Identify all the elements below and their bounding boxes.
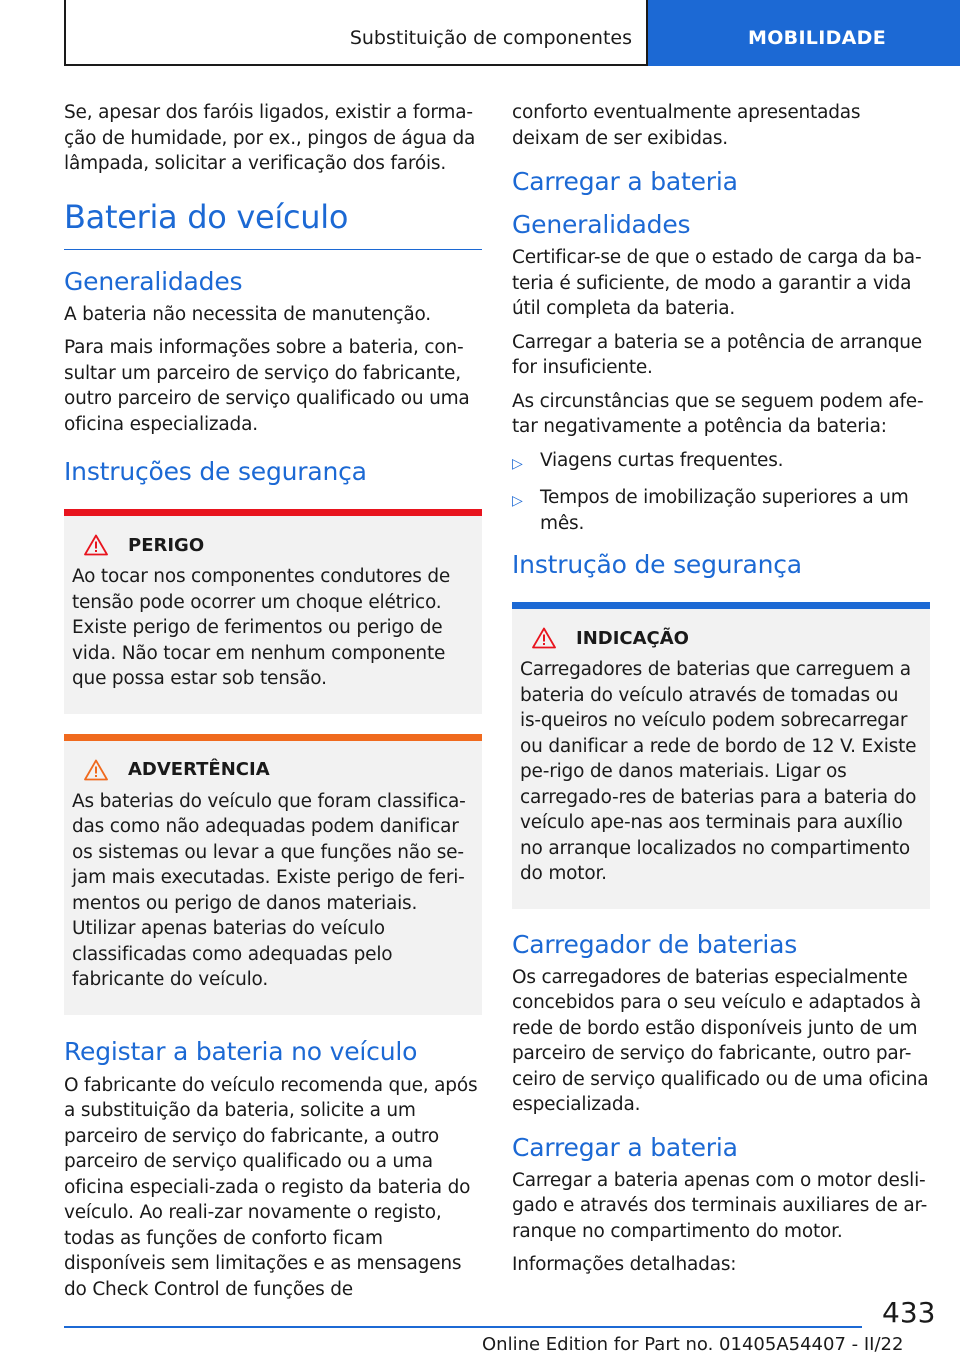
header-chapter-box bbox=[648, 0, 960, 66]
header-chapter-title: MOBILIDADE bbox=[748, 27, 887, 49]
info-paragraph: Para mais informações sobre a bateria, con-sultar um parceiro de serviço do fabricante, outro parceiro de serviço qualificado ou uma oficina especializada. bbox=[64, 337, 470, 435]
maintenance-paragraph: A bateria não necessita de manutenção. bbox=[64, 303, 431, 325]
heading-charge-battery: Carregar a bateria bbox=[512, 167, 738, 196]
heading-charge-battery-2: Carregar a bateria bbox=[512, 1132, 738, 1162]
heading-generalidades: Generalidades bbox=[64, 266, 243, 296]
header-section-box bbox=[64, 0, 648, 66]
header-section-title: Substituição de componentes bbox=[349, 27, 632, 49]
register-paragraph: O fabricante do veículo recomenda que, após a substituição da bateria, solicite a um parceiro de serviço do fabricante, a outro parceiro de serviço qualificado ou a uma oficina especiali-zada o registo da bateria do veículo. Ao reali-zar novamente o registo, todas as funções de conforto ficam disponíveis sem limitações e as mensagens do Check Control de funções de bbox=[64, 1074, 478, 1300]
continued-paragraph: conforto eventualmente apresentadas deixam de ser exibidas. bbox=[512, 102, 861, 149]
warning-text: As baterias do veículo que foram classifica-das como não adequadas podem danificar os sistemas ou levar a que funções não se-jam mais executadas. Existe perigo de feri-mentos ou perigo de danos materiais. Utilizar apenas baterias do veículo classificadas como adequadas pelo fabricante do veículo. bbox=[72, 790, 466, 990]
circumstances-list bbox=[512, 448, 930, 537]
circumstances-paragraph: As circunstâncias que se seguem podem afe-tar negativamente a potência da bateria: bbox=[512, 390, 924, 437]
intro-paragraph: Se, apesar dos faróis ligados, existir a forma-ção de humidade, por ex., pingos de água da lâmpada, solicitar a verificação dos faróis. bbox=[64, 102, 476, 174]
right-column bbox=[512, 100, 930, 1286]
bullet-triangle-icon: ▷ bbox=[512, 493, 523, 509]
danger-box bbox=[64, 509, 482, 714]
danger-title: PERIGO bbox=[128, 534, 205, 556]
list-item: ▷ Tempos de imobilização superiores a um mês. bbox=[512, 485, 930, 536]
details-paragraph: Informações detalhadas: bbox=[512, 1254, 737, 1275]
section-title-battery: Bateria do veículo bbox=[64, 197, 482, 250]
left-column bbox=[64, 100, 482, 1310]
warning-box bbox=[64, 734, 482, 1015]
footer-edition: Online Edition for Part no. 01405A54407 - II/22 bbox=[482, 1334, 904, 1355]
charge-state-paragraph: Certificar-se de que o estado de carga da ba-teria é suficiente, de modo a garantir a vida útil completa da bateria. bbox=[512, 247, 922, 319]
heading-battery-charger: Carregador de baterias bbox=[512, 929, 798, 959]
heading-register-battery: Registar a bateria no veículo bbox=[64, 1036, 418, 1066]
charger-paragraph: Os carregadores de baterias especialmente concebidos para o seu veículo e adaptados à rede de bordo estão disponíveis junto de um parceiro de serviço do fabricante, outro par-ceiro de serviço qualificado ou de uma oficina especializada. bbox=[512, 966, 929, 1115]
charge-procedure-paragraph: Carregar a bateria apenas com o motor desli-gado e através dos terminais auxiliares de ar-ranque no compartimento do motor. bbox=[512, 1169, 928, 1242]
heading-generalidades-2: Generalidades bbox=[512, 210, 691, 239]
heading-safety-instructions: Instruções de segurança bbox=[64, 457, 367, 486]
danger-text: Ao tocar nos componentes condutores de tensão pode ocorrer um choque elétrico. Existe perigo de ferimentos ou perigo de vida. Não tocar em nenhum componente que possa estar sob tensão. bbox=[72, 566, 451, 689]
warning-title: ADVERTÊNCIA bbox=[128, 759, 270, 780]
page-number: 433 bbox=[882, 1296, 936, 1329]
warning-triangle-icon bbox=[84, 759, 108, 781]
note-title: INDICAÇÃO bbox=[576, 627, 689, 649]
footer-divider bbox=[64, 1326, 862, 1328]
note-text: Carregadores de baterias que carreguem a bateria do veículo através de tomadas ou is-queiros no veículo podem sobrecarregar ou danificar a rede de bordo de 12 V. Existe pe-rigo de danos materiais. Ligar os carregado-res de baterias para a bateria do veículo ape-nas aos terminais para auxílio no arranque localizados no compartimento do motor. bbox=[520, 659, 917, 884]
heading-safety-instruction: Instrução de segurança bbox=[512, 550, 802, 579]
charge-power-paragraph: Carregar a bateria se a potência de arranque for insuficiente. bbox=[512, 331, 922, 378]
warning-triangle-icon bbox=[84, 534, 108, 556]
note-box bbox=[512, 602, 930, 909]
list-item: ▷ Viagens curtas frequentes. bbox=[512, 448, 930, 478]
warning-triangle-icon bbox=[532, 627, 556, 649]
bullet-triangle-icon: ▷ bbox=[512, 455, 523, 472]
